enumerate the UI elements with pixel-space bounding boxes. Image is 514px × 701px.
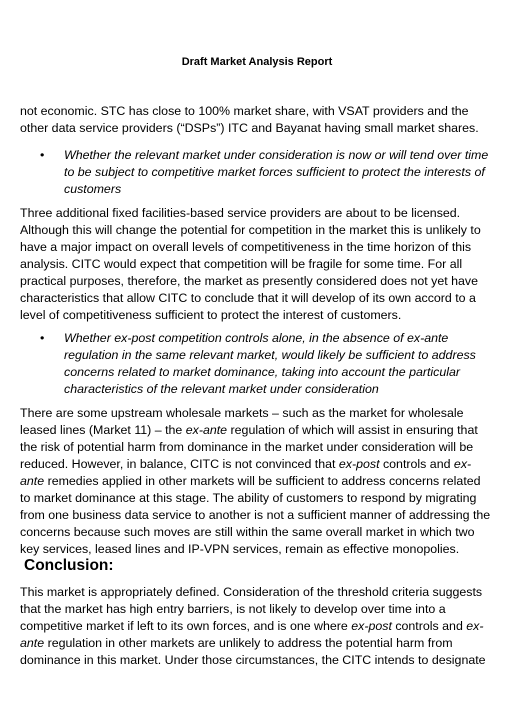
italic-term: ex-post — [351, 619, 392, 633]
paragraph-new-licensees — [20, 205, 496, 324]
text-line: characteristics that allow CITC to conclude that it will develop of its own accord to a — [20, 291, 476, 305]
text-run: controls and — [379, 457, 454, 471]
text-line: analysis. CITC would expect that competition will be fragile for some time. For all — [20, 257, 463, 271]
paragraph-market-share — [20, 103, 496, 137]
text-line: to market dominance at this stage. The ability of customers to respond by migrating — [20, 491, 477, 505]
text-line: Whether ex-post competition controls alone, in the absence of ex-ante — [64, 331, 449, 345]
text-run: leased lines (Market 11) – the — [20, 423, 186, 437]
criterion-bullet-competitive-forces — [20, 147, 496, 198]
text-run: competitive market if left to its own forces, and is one where — [20, 619, 352, 633]
text-line: characteristics of the relevant market under consideration — [64, 382, 379, 396]
bullet-icon: • — [40, 148, 45, 162]
text-line: key services, leased lines and IP-VPN services, remain as effective monopolies. — [20, 542, 460, 556]
italic-term: ante — [20, 474, 45, 488]
italic-term: ex-ante — [185, 423, 228, 437]
text-line — [20, 456, 496, 473]
text-line — [20, 618, 496, 635]
text-line: concerns because such moves are still within the same overall market in which two — [20, 525, 475, 539]
paragraph-conclusion — [20, 584, 496, 669]
text-line: regulation in the same relevant market, would likely be sufficient to address — [64, 348, 476, 362]
italic-term: ante — [20, 636, 45, 650]
text-line: the risk of potential harm from dominance in the market under consideration will be — [20, 440, 474, 454]
italic-term: ex-post — [338, 457, 380, 471]
page-header-title: Draft Market Analysis Report — [181, 56, 333, 68]
bullet-icon: • — [40, 331, 45, 345]
text-line: not economic. STC has close to 100% market share, with VSAT providers and the — [20, 104, 469, 118]
text-line — [20, 422, 496, 439]
text-line: Three additional fixed facilities-based service providers are about to be licensed. — [20, 206, 461, 220]
text-run: regulation of which will assist in ensuring that — [227, 423, 478, 437]
text-line: practical purposes, therefore, the market as presently considered does not yet have — [20, 274, 479, 288]
text-line: from one business data service to another is not a sufficient manner of addressing the — [20, 508, 491, 522]
text-line: that the market has high entry barriers, is not likely to develop over time into a — [20, 602, 446, 616]
italic-term: ex- — [453, 457, 472, 471]
italic-term: ex- — [466, 619, 484, 633]
text-line: There are some upstream wholesale markets – such as the market for wholesale — [20, 406, 464, 420]
text-run: controls and — [391, 619, 467, 633]
text-line: have a major impact on overall levels of competitiveness in the time horizon of this — [20, 240, 472, 254]
text-run: regulation in other markets are unlikely to address the potential harm from — [44, 636, 453, 650]
text-line: concerns related to market dominance, taking into account the particular — [64, 365, 461, 379]
text-line — [20, 635, 496, 652]
bullet-text — [64, 330, 496, 398]
criterion-bullet-ex-post-controls — [20, 330, 496, 398]
text-line: level of competitiveness sufficient to protect the interest of customers. — [20, 308, 402, 322]
text-line: dominance in this market. Under those circumstances, the CITC intends to designate — [20, 653, 486, 667]
text-line: customers — [64, 182, 122, 196]
text-line — [20, 473, 496, 490]
text-run: reduced. However, in balance, CITC is not convinced that — [20, 457, 339, 471]
text-line: to be subject to competitive market forces sufficient to protect the interests of — [64, 165, 485, 179]
bullet-text — [64, 147, 496, 198]
text-run: remedies applied in other markets will be sufficient to address concerns related — [44, 474, 481, 488]
text-line: This market is appropriately defined. Consideration of the threshold criteria suggests — [20, 585, 483, 599]
conclusion-heading: Conclusion: — [24, 557, 114, 574]
paragraph-upstream-markets — [20, 405, 496, 558]
text-line: Although this will change the potential for competition in the market this is unlikely to — [20, 223, 481, 237]
text-line: Whether the relevant market under consideration is now or will tend over time — [64, 148, 489, 162]
text-line: other data service providers (“DSPs”) ITC and Bayanat having small market shares. — [20, 121, 479, 135]
